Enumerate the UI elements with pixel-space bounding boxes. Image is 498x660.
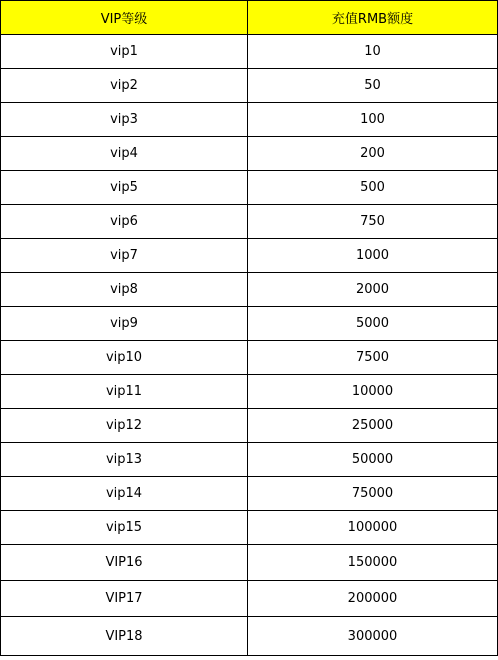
header-vip-level: VIP等级 xyxy=(1,1,248,35)
vip-level-cell: vip1 xyxy=(1,35,248,69)
recharge-amount-cell: 100 xyxy=(248,103,498,137)
vip-level-cell: VIP17 xyxy=(1,581,248,617)
recharge-amount-cell: 200 xyxy=(248,137,498,171)
table-row xyxy=(1,409,498,443)
table-row xyxy=(1,103,498,137)
table-row xyxy=(1,443,498,477)
table-row xyxy=(1,581,498,617)
vip-level-cell: vip14 xyxy=(1,477,248,511)
table-row xyxy=(1,137,498,171)
table-row xyxy=(1,617,498,656)
vip-level-cell: vip10 xyxy=(1,341,248,375)
recharge-amount-cell: 10000 xyxy=(248,375,498,409)
recharge-amount-cell: 2000 xyxy=(248,273,498,307)
recharge-amount-cell: 75000 xyxy=(248,477,498,511)
recharge-amount-cell: 50000 xyxy=(248,443,498,477)
vip-level-cell: VIP18 xyxy=(1,617,248,656)
table-row xyxy=(1,307,498,341)
recharge-amount-cell: 50 xyxy=(248,69,498,103)
vip-level-cell: vip12 xyxy=(1,409,248,443)
table-header-row xyxy=(1,1,498,35)
recharge-amount-cell: 100000 xyxy=(248,511,498,545)
vip-level-cell: vip11 xyxy=(1,375,248,409)
recharge-amount-cell: 150000 xyxy=(248,545,498,581)
vip-level-cell: vip13 xyxy=(1,443,248,477)
table-row xyxy=(1,375,498,409)
table-row xyxy=(1,171,498,205)
recharge-amount-cell: 25000 xyxy=(248,409,498,443)
vip-level-cell: vip3 xyxy=(1,103,248,137)
table-row xyxy=(1,545,498,581)
vip-level-cell: vip9 xyxy=(1,307,248,341)
recharge-amount-cell: 5000 xyxy=(248,307,498,341)
vip-level-cell: vip4 xyxy=(1,137,248,171)
table-row xyxy=(1,477,498,511)
vip-level-cell: vip7 xyxy=(1,239,248,273)
header-recharge-amount: 充值RMB额度 xyxy=(248,1,498,35)
vip-level-cell: vip8 xyxy=(1,273,248,307)
vip-level-cell: vip6 xyxy=(1,205,248,239)
table-row xyxy=(1,35,498,69)
recharge-amount-cell: 500 xyxy=(248,171,498,205)
vip-level-cell: vip2 xyxy=(1,69,248,103)
vip-level-cell: vip15 xyxy=(1,511,248,545)
table-row xyxy=(1,511,498,545)
recharge-amount-cell: 7500 xyxy=(248,341,498,375)
recharge-amount-cell: 10 xyxy=(248,35,498,69)
recharge-amount-cell: 1000 xyxy=(248,239,498,273)
vip-level-cell: VIP16 xyxy=(1,545,248,581)
recharge-amount-cell: 200000 xyxy=(248,581,498,617)
table-row xyxy=(1,205,498,239)
vip-level-cell: vip5 xyxy=(1,171,248,205)
table-row xyxy=(1,69,498,103)
table-row xyxy=(1,239,498,273)
recharge-amount-cell: 750 xyxy=(248,205,498,239)
recharge-amount-cell: 300000 xyxy=(248,617,498,656)
table-row xyxy=(1,273,498,307)
table-row xyxy=(1,341,498,375)
